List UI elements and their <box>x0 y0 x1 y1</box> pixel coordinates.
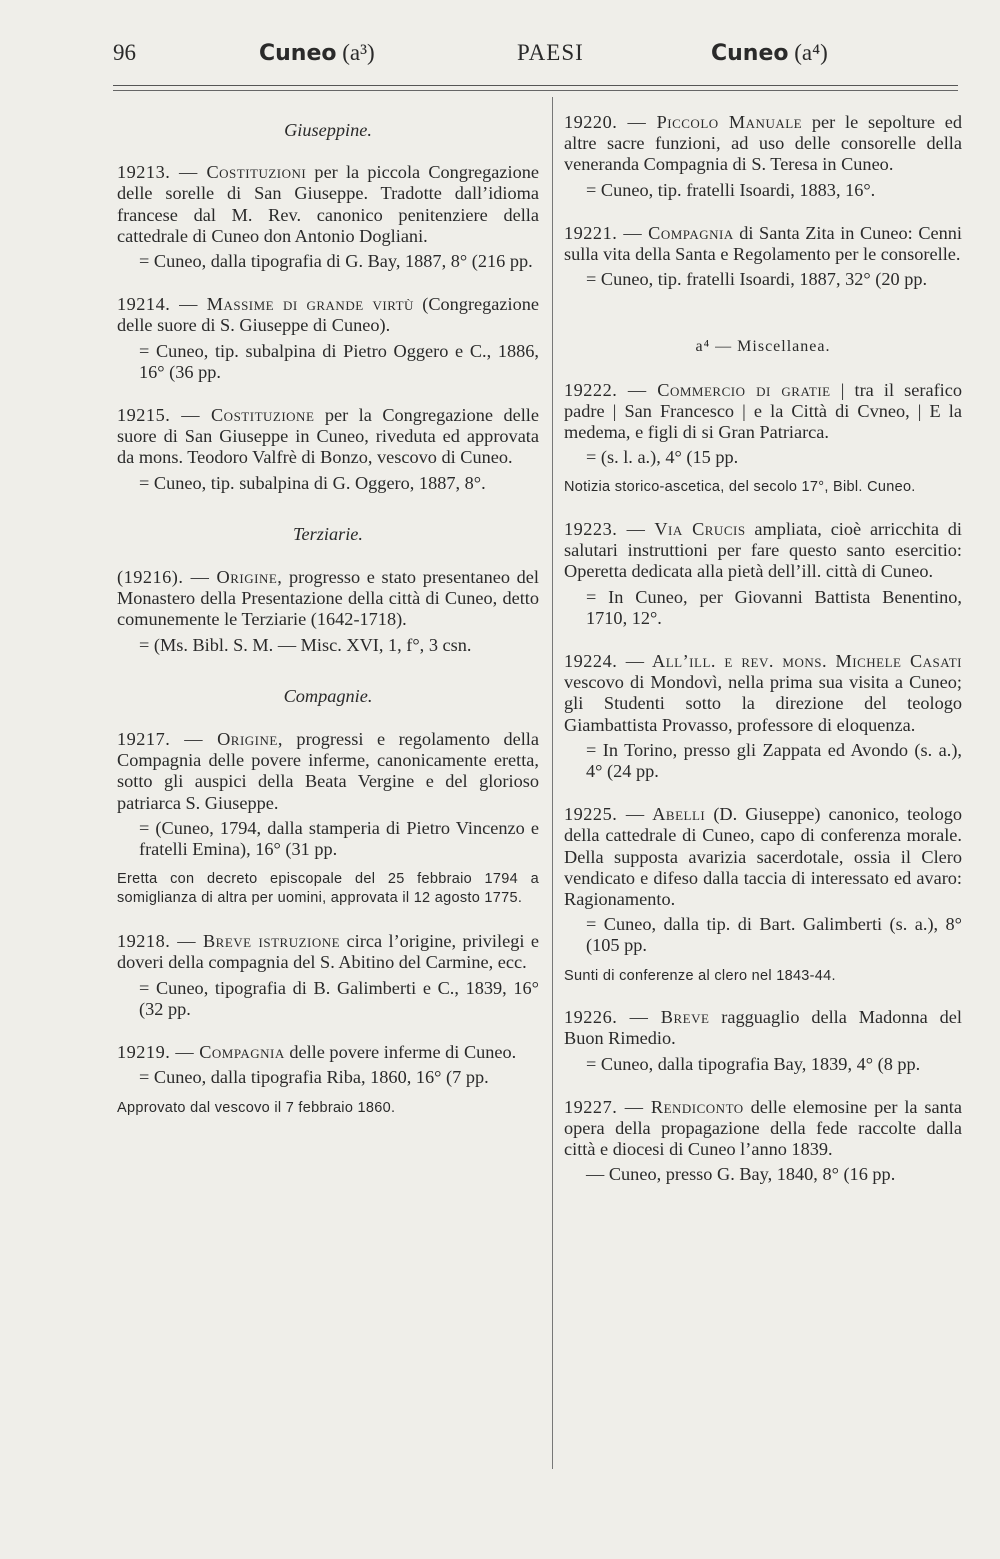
entry-imprint: = Cuneo, dalla tipografia Riba, 1860, 16° (7 pp. <box>139 1067 489 1088</box>
entry-19221 <box>564 223 962 265</box>
entry-body: ampliata, cioè arricchita di salutari instruttioni per fare questo santo esercitio: Operetta dedicata alla pietà dell’ill. città di Cuneo. <box>564 518 962 582</box>
entry-head: 19220. — Piccolo Manuale <box>564 112 803 132</box>
entry-imprint: = Cuneo, tip. fratelli Isoardi, 1883, 16°. <box>586 179 876 200</box>
entry-body: (Congregazione delle suore di S. Giuseppe di Cuneo). <box>117 294 539 336</box>
entry-19214 <box>117 294 539 336</box>
entry-body: per la piccola Congregazione delle sorelle di San Giuseppe. Tradotte dall’idioma francese dal M. Rev. canonico penitenziere della cattedrale di Cuneo don Antonio Dogliani. <box>117 162 539 246</box>
entry-19219 <box>117 1042 539 1063</box>
header-left-title: Cuneo <box>259 41 337 66</box>
entry-imprint: = Cuneo, dalla tipografia Bay, 1839, 4° (8 pp. <box>586 1053 921 1074</box>
entry-imprint: = Cuneo, tip. fratelli Isoardi, 1887, 32° (20 pp. <box>586 269 928 290</box>
running-header <box>113 40 958 80</box>
entry-note: Notizia storico-ascetica, del secolo 17°, Bibl. Cuneo. <box>564 479 916 496</box>
entry-head: 19215. — Costituzione <box>117 405 315 426</box>
entry-note: Approvato dal vescovo il 7 febbraio 1860. <box>117 1099 396 1116</box>
entry-head: (19216). — Origine, <box>117 567 283 588</box>
entry-body: ragguaglio della Madonna del Buon Rimedio. <box>564 1007 962 1049</box>
entry-imprint: = In Torino, presso gli Zappata ed Avondo (s. a.), 4° (24 pp. <box>586 739 962 781</box>
entry-head: 19221. — Compagnia <box>564 222 734 243</box>
entry-head: 19218. — Breve istruzione <box>117 931 341 952</box>
entry-head: 19227. — Rendiconto <box>564 1096 744 1117</box>
entry-head: 19213. — Costituzioni <box>117 162 307 183</box>
entry-head: 19223. — Via Crucis <box>564 518 746 539</box>
entry-imprint: = Cuneo, tip. subalpina di Pietro Oggero e C., 1886, 16° (36 pp. <box>139 340 539 382</box>
entry-body: | tra il serafico padre | San Francesco | e la Città di Cvneo, | E la medema, e figli di si Gran Patriarca. <box>564 379 962 443</box>
entry-19215 <box>117 405 539 469</box>
entry-imprint: = Cuneo, tip. subalpina di G. Oggero, 1887, 8°. <box>139 472 486 493</box>
entry-19227 <box>564 1097 962 1161</box>
entry-body: delle elemosine per la santa opera della propagazione della fede raccolte dalla città e diocesi di Cuneo l’anno 1839. <box>564 1096 962 1160</box>
left-column <box>117 112 539 1117</box>
entry-body: circa l’origine, privilegi e doveri della compagnia del S. Abitino del Carmine, ecc. <box>117 931 539 973</box>
entry-body: per la Congregazione delle suore di San Giuseppe in Cuneo, riveduta ed approvata da mons. Teodoro Valfrè di Bonzo, vescovo di Cuneo. <box>117 405 539 468</box>
entry-19226 <box>564 1007 962 1049</box>
entry-19217 <box>117 729 539 814</box>
entry-body: vescovo di Mondovì, nella prima sua visita a Cuneo; gli Studenti sotto la direzione del teologo Giambattista Provasso, professore di eloquenza. <box>564 672 962 735</box>
header-right <box>711 40 828 66</box>
entry-19220 <box>564 112 962 176</box>
entry-head: 19225. — Abelli <box>564 804 706 825</box>
entry-19222 <box>564 380 962 444</box>
section-heading-miscellanea: a⁴ — Miscellanea. <box>695 338 831 356</box>
entry-imprint: = Cuneo, tipografia di B. Galimberti e C., 1839, 16° (32 pp. <box>139 977 539 1019</box>
entry-19224 <box>564 651 962 736</box>
section-heading: Terziarie. <box>293 523 363 544</box>
page-number: 96 <box>113 40 136 65</box>
entry-note: Sunti di conferenze al clero nel 1843-44. <box>564 967 836 984</box>
entry-imprint: — Cuneo, presso G. Bay, 1840, 8° (16 pp. <box>586 1164 896 1185</box>
entry-head: 19219. — Compagnia <box>117 1042 285 1063</box>
header-rule-thin <box>113 90 958 91</box>
entry-head: 19217. — Origine, <box>117 729 283 750</box>
entry-imprint: = (s. l. a.), 4° (15 pp. <box>586 447 739 468</box>
entry-body: delle povere inferme di Cuneo. <box>284 1042 517 1063</box>
entry-body: (D. Giuseppe) canonico, teologo della cattedrale di Cuneo, capo di conferenza morale. Della supposta avarizia sacerdotale, ossia il Clero vendicato e difeso dalla taccia di interessato ed avaro: Ragionamento. <box>564 804 962 909</box>
entry-head: 19226. — Breve <box>564 1007 710 1028</box>
entry-head: 19222. — Commercio di gratie <box>564 379 831 400</box>
entry-body: di Santa Zita in Cuneo: Cenni sulla vita della Santa e Regolamento per le consorelle. <box>564 222 962 265</box>
entry-imprint: = Cuneo, dalla tip. di Bart. Galimberti (s. a.), 8° (105 pp. <box>586 914 962 956</box>
entry-imprint: = Cuneo, dalla tipografia di G. Bay, 1887, 8° (216 pp. <box>139 251 533 272</box>
entry-19216 <box>117 567 539 631</box>
entry-19223 <box>564 519 962 583</box>
entry-19218 <box>117 931 539 973</box>
section-heading: Compagnie. <box>283 685 373 706</box>
header-left-sub: (a³) <box>342 40 375 65</box>
right-column <box>564 112 962 1186</box>
entry-body: progresso e stato presentaneo del Monastero della Presentazione della città di Cuneo, detto comunemente le Terziarie (1642-1718). <box>117 567 539 630</box>
entry-body: progressi e regolamento della Compagnia delle povere inferme, canonicamente eretta, sotto gli auspici della Beata Vergine e del glorioso patriarca S. Giuseppe. <box>117 729 539 813</box>
header-left <box>259 40 375 66</box>
entry-19225 <box>564 804 962 910</box>
section-heading: Giuseppine. <box>284 120 372 140</box>
entry-body: per le sepolture ed altre sacre funzioni, ad uso delle consorelle della veneranda Compagnia di S. Teresa in Cuneo. <box>564 112 962 175</box>
header-rule <box>113 85 958 86</box>
entry-imprint: = (Ms. Bibl. S. M. — Misc. XVI, 1, f°, 3 csn. <box>139 634 472 655</box>
entry-head: 19214. — Massime di grande virtù <box>117 294 414 315</box>
entry-imprint: = (Cuneo, 1794, dalla stamperia di Pietro Vincenzo e fratelli Emina), 16° (31 pp. <box>139 817 539 860</box>
entry-note: Eretta con decreto episcopale del 25 febbraio 1794 a somiglianza di altra per uomini, approvata il 12 agosto 1775. <box>117 871 539 906</box>
header-right-sub: (a⁴) <box>794 40 828 65</box>
header-right-title: Cuneo <box>711 41 789 66</box>
entry-head: 19224. — All’ill. e rev. mons. Michele Casati <box>564 650 962 671</box>
header-center: PAESI <box>517 40 584 65</box>
column-divider <box>552 97 553 1469</box>
entry-imprint: = In Cuneo, per Giovanni Battista Benentino, 1710, 12°. <box>586 586 962 628</box>
entry-19213 <box>117 162 539 247</box>
